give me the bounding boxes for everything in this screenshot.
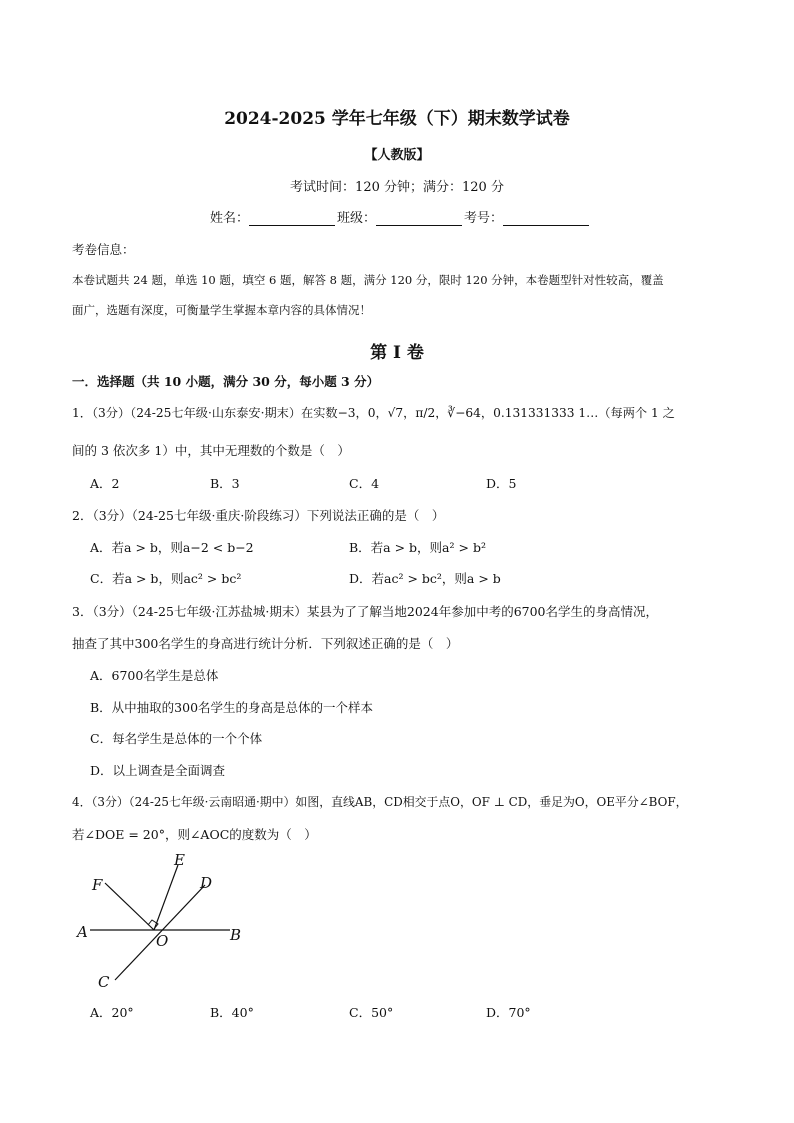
label-o: O: [156, 932, 169, 950]
q3-option-a[interactable]: A．6700名学生是总体: [90, 668, 219, 683]
part1-heading: 一．选择题（共 10 小题，满分 30 分，每小题 3 分）: [72, 374, 380, 389]
q1-option-d[interactable]: D．5: [486, 476, 517, 491]
label-f: F: [92, 876, 103, 894]
q3-option-b[interactable]: B．从中抽取的300名学生的身高是总体的一个样本: [90, 700, 374, 715]
ray-oe: [154, 865, 178, 930]
exam-info: 考试时间：120 分钟；满分：120 分: [290, 180, 504, 195]
q2-option-a[interactable]: A．若a > b，则a−2 < b−2: [90, 540, 254, 555]
q4-stem-line-2: 若∠DOE = 20°，则∠AOC的度数为（ ）: [72, 827, 317, 842]
class-blank[interactable]: [376, 209, 462, 226]
q1-stem-line-2: 间的 3 依次多 1）中，其中无理数的个数是（ ）: [72, 443, 350, 458]
label-c: C: [98, 973, 110, 991]
label-e: E: [174, 851, 185, 869]
info-heading: 考卷信息：: [72, 242, 135, 257]
number-label: 考号：: [464, 211, 504, 226]
q4-option-c[interactable]: C．50°: [349, 1005, 394, 1020]
label-b: B: [230, 926, 242, 944]
q4-stem-line-1: 4．（3分）（24-25七年级·云南昭通·期中）如图，直线AB，CD相交于点O，OF ⊥ CD，垂足为O，OE平分∠BOF，: [72, 795, 688, 809]
q2-option-d[interactable]: D．若ac² > bc²，则a > b: [349, 571, 501, 586]
section-title: 第 I 卷: [370, 343, 424, 363]
info-line-2: 面广，选题有深度，可衡量学生掌握本章内容的具体情况！: [72, 303, 371, 317]
q3-stem-line-1: 3．（3分）（24-25七年级·江苏盐城·期末）某县为了了解当地2024年参加中考的6700名学生的身高情况，: [72, 604, 659, 619]
q4-figure: [70, 850, 260, 995]
q4-option-a[interactable]: A．20°: [90, 1005, 134, 1020]
label-a: A: [77, 923, 88, 941]
q2-stem: 2．（3分）（24-25七年级·重庆·阶段练习）下列说法正确的是（ ）: [72, 508, 445, 523]
label-d: D: [200, 874, 213, 892]
q3-option-d[interactable]: D．以上调查是全面调查: [90, 763, 226, 778]
q1-stem-line-1: 1．（3分）（24-25七年级·山东泰安·期末）在实数−3，0，√7，π/2，∛−64，0.131331333 1…（每两个 1 之: [72, 406, 675, 420]
ray-of: [105, 883, 154, 930]
q2-option-c[interactable]: C．若a > b，则ac² > bc²: [90, 571, 242, 586]
q3-stem-line-2: 抽查了其中300名学生的身高进行统计分析．下列叙述正确的是（ ）: [72, 636, 459, 651]
q4-option-b[interactable]: B．40°: [210, 1005, 254, 1020]
name-blank[interactable]: [249, 209, 335, 226]
name-label: 姓名：: [210, 211, 250, 226]
q1-option-c[interactable]: C．4: [349, 476, 380, 491]
student-fields: [210, 207, 591, 226]
edition-label: 【人教版】: [364, 148, 430, 163]
info-line-1: 本卷试题共 24 题，单选 10 题，填空 6 题，解答 8 题，满分 120 分，限时 120 分钟，本卷题型针对性较高，覆盖: [72, 273, 664, 287]
exam-title: 2024-2025 学年七年级（下）期末数学试卷: [224, 109, 570, 129]
q4-option-d[interactable]: D．70°: [486, 1005, 531, 1020]
class-label: 班级：: [337, 211, 377, 226]
q1-option-a[interactable]: A．2: [90, 476, 120, 491]
q3-option-c[interactable]: C．每名学生是总体的一个个体: [90, 731, 263, 746]
number-blank[interactable]: [503, 209, 589, 226]
q1-option-b[interactable]: B．3: [210, 476, 240, 491]
q2-option-b[interactable]: B．若a > b，则a² > b²: [349, 540, 486, 555]
